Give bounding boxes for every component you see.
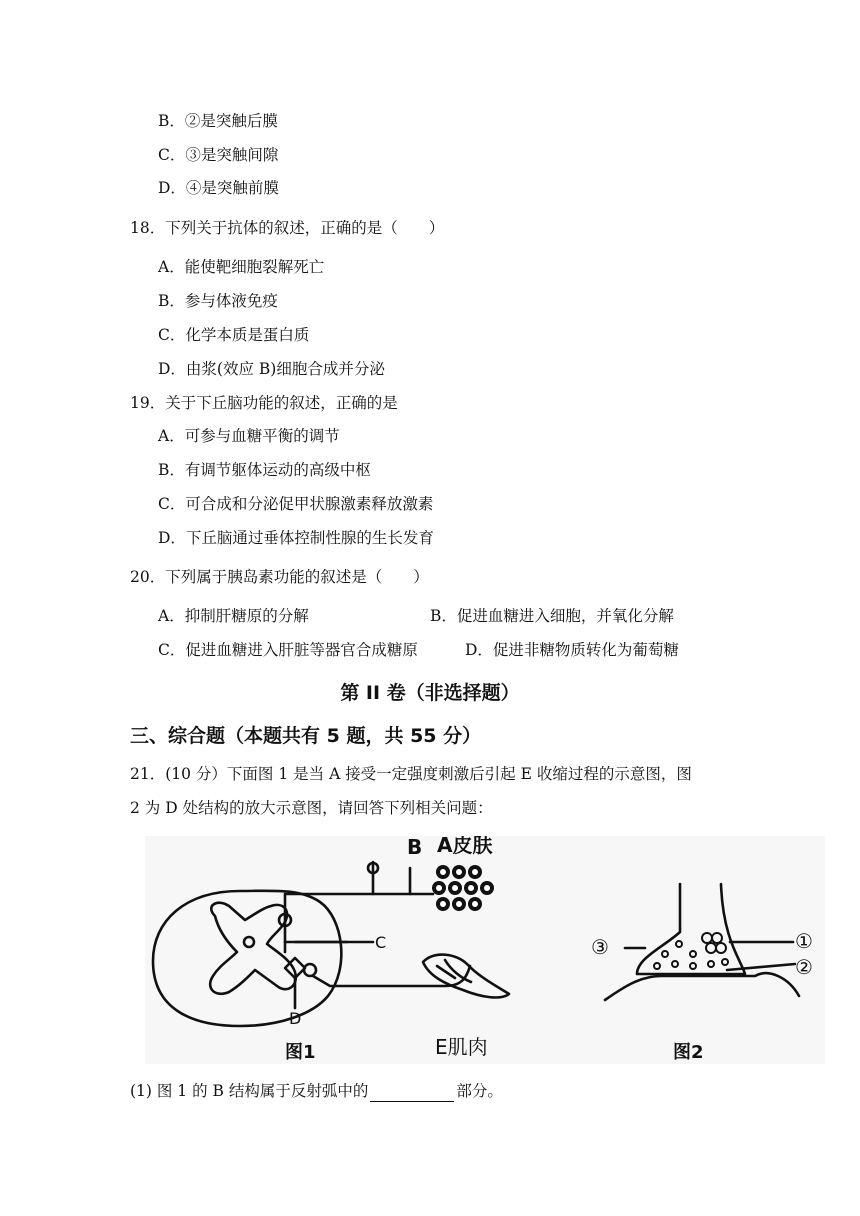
q21-sub1-text-before: (1) 图 1 的 B 结构属于反射弧中的	[130, 1082, 369, 1100]
q17-option-d: D．④是突触前膜	[158, 179, 279, 197]
q21-sub1	[130, 1080, 503, 1102]
section-2-title: 第 II 卷（非选择题）	[340, 682, 520, 704]
part-3-title: 三、综合题（本题共有 5 题，共 55 分）	[130, 725, 482, 747]
fig2-caption: 图2	[673, 1042, 704, 1063]
q20-stem: 20．下列属于胰岛素功能的叙述是（ ）	[130, 568, 429, 586]
q21-sub1-text-after: 部分。	[456, 1082, 503, 1100]
label-e-muscle: E肌肉	[435, 1035, 488, 1059]
fig2-label-1: ①	[795, 929, 813, 953]
q17-option-b: B．②是突触后膜	[158, 112, 278, 130]
q17-option-c: C．③是突触间隙	[158, 146, 279, 164]
q19-option-a: A．可参与血糖平衡的调节	[158, 427, 340, 445]
q21-stem-line2: 2 为 D 处结构的放大示意图，请回答下列相关问题：	[130, 799, 493, 817]
label-a-skin: A皮肤	[437, 836, 493, 857]
fig2-label-2: ②	[795, 955, 813, 979]
q18-option-b: B．参与体液免疫	[158, 292, 278, 310]
q18-option-d: D．由浆(效应 B)细胞合成并分泌	[158, 360, 385, 378]
label-c: C	[375, 933, 387, 952]
q19-option-b: B．有调节躯体运动的高级中枢	[158, 461, 371, 479]
q20-option-a: A．抑制肝糖原的分解	[158, 607, 309, 625]
q18-stem: 18．下列关于抗体的叙述，正确的是（ ）	[130, 219, 445, 237]
q18-option-a: A．能使靶细胞裂解死亡	[158, 258, 325, 276]
fig2-label-3: ③	[591, 935, 609, 959]
q20-option-b: B．促进血糖进入细胞，并氧化分解	[430, 607, 674, 625]
q19-stem: 19．关于下丘脑功能的叙述，正确的是	[130, 394, 398, 412]
q20-option-c: C．促进血糖进入肝脏等器官合成糖原	[158, 641, 418, 659]
fig1-caption: 图1	[285, 1042, 316, 1063]
q18-option-c: C．化学本质是蛋白质	[158, 326, 310, 344]
label-d: D	[289, 1009, 302, 1028]
q21-stem-line1: 21．(10 分）下面图 1 是当 A 接受一定强度刺激后引起 E 收缩过程的示意图，图	[130, 765, 692, 783]
q19-option-d: D．下丘脑通过垂体控制性腺的生长发育	[158, 529, 434, 547]
q19-option-c: C．可合成和分泌促甲状腺激素释放激素	[158, 495, 434, 513]
q20-option-d: D．促进非糖物质转化为葡萄糖	[465, 641, 679, 659]
label-b: B	[407, 836, 423, 859]
answer-blank	[370, 1085, 454, 1102]
reflex-arc-figure	[145, 836, 825, 1064]
